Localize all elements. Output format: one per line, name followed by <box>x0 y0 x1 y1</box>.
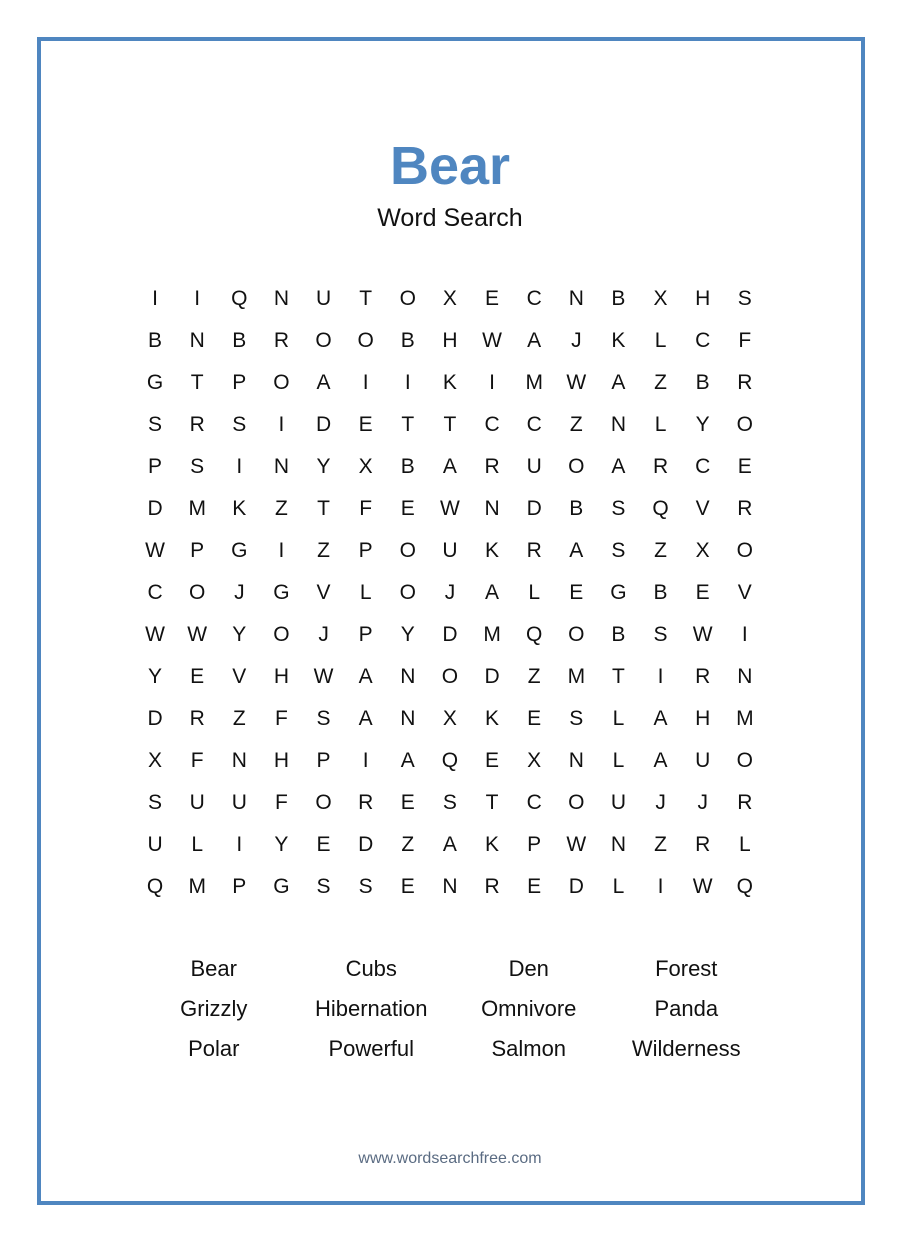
grid-cell: R <box>737 371 753 394</box>
grid-cell: R <box>737 497 753 520</box>
grid-row <box>134 866 766 908</box>
grid-cell: H <box>273 749 290 772</box>
grid-cell: O <box>399 581 416 604</box>
grid-cell: I <box>152 287 158 310</box>
grid-cell: O <box>399 539 416 562</box>
grid-cell: E <box>358 413 373 436</box>
grid-cell: C <box>147 581 163 604</box>
grid-cell: E <box>485 749 500 772</box>
word-list-item: Panda <box>654 996 719 1021</box>
grid-cell: N <box>610 413 627 436</box>
grid-cell: B <box>569 497 584 520</box>
grid-cell: A <box>358 665 373 688</box>
grid-cell: R <box>737 791 753 814</box>
grid-cell: Q <box>146 875 164 898</box>
grid-cell: N <box>568 287 584 310</box>
grid-cell: W <box>692 623 713 646</box>
grid-cell: Y <box>400 623 415 646</box>
grid-cell: E <box>400 875 415 898</box>
grid-cell: N <box>400 665 416 688</box>
grid-cell: A <box>442 455 457 478</box>
grid-row <box>134 362 766 404</box>
grid-cell: W <box>313 665 334 688</box>
grid-cell: M <box>483 623 501 646</box>
grid-cell: J <box>697 791 708 814</box>
grid-cell: B <box>400 455 415 478</box>
grid-cell: E <box>569 581 584 604</box>
grid-row <box>134 782 766 824</box>
grid-cell: E <box>400 497 415 520</box>
grid-cell: N <box>442 875 458 898</box>
grid-cell: E <box>316 833 331 856</box>
letter-grid <box>134 278 766 908</box>
word-list-item: Grizzly <box>180 996 248 1021</box>
grid-cell: O <box>568 623 585 646</box>
grid-cell: I <box>236 455 243 478</box>
grid-cell: W <box>187 623 208 646</box>
grid-cell: F <box>275 791 288 814</box>
grid-row <box>134 572 766 614</box>
footer-url: www.wordsearchfree.com <box>358 1150 542 1167</box>
grid-cell: R <box>273 329 290 352</box>
grid-cell: I <box>741 623 748 646</box>
grid-cell: A <box>569 539 584 562</box>
word-list-item: Polar <box>188 1036 240 1061</box>
grid-cell: R <box>484 875 500 898</box>
grid-cell: I <box>362 371 369 394</box>
grid-cell: Z <box>569 413 583 436</box>
grid-cell: J <box>318 623 329 646</box>
grid-cell: C <box>695 329 711 352</box>
grid-cell: D <box>568 875 584 898</box>
grid-cell: X <box>442 287 457 310</box>
grid-cell: U <box>526 455 542 478</box>
grid-cell: V <box>316 581 331 604</box>
grid-cell: W <box>566 833 587 856</box>
grid-cell: P <box>527 833 542 856</box>
grid-row <box>134 446 766 488</box>
grid-cell: H <box>442 329 458 352</box>
grid-cell: X <box>527 749 542 772</box>
grid-cell: L <box>612 875 625 898</box>
grid-cell: O <box>189 581 206 604</box>
grid-cell: F <box>275 707 288 730</box>
grid-cell: H <box>695 707 711 730</box>
word-list-item: Bear <box>190 956 237 981</box>
grid-cell: S <box>316 875 331 898</box>
grid-cell: H <box>695 287 711 310</box>
grid-cell: M <box>188 875 206 898</box>
grid-cell: G <box>273 581 290 604</box>
grid-cell: S <box>569 707 584 730</box>
grid-cell: O <box>399 287 416 310</box>
grid-cell: O <box>273 623 290 646</box>
grid-cell: S <box>148 413 163 436</box>
grid-cell: W <box>145 539 165 562</box>
word-list-item: Hibernation <box>314 996 428 1021</box>
grid-cell: E <box>190 665 205 688</box>
grid-cell: X <box>148 749 163 772</box>
grid-cell: W <box>440 497 460 520</box>
grid-cell: O <box>273 371 290 394</box>
grid-cell: C <box>526 287 542 310</box>
grid-cell: E <box>527 875 542 898</box>
grid-row <box>134 740 766 782</box>
grid-cell: D <box>484 665 500 688</box>
grid-cell: N <box>610 833 627 856</box>
grid-cell: R <box>484 455 500 478</box>
grid-cell: X <box>442 707 457 730</box>
grid-cell: L <box>191 833 204 856</box>
grid-cell: N <box>400 707 416 730</box>
word-list-item: Den <box>508 956 549 981</box>
grid-cell: K <box>485 707 500 730</box>
grid-cell: K <box>442 371 457 394</box>
grid-cell: S <box>232 413 247 436</box>
grid-cell: C <box>526 791 542 814</box>
grid-cell: R <box>695 665 711 688</box>
word-list-item: Powerful <box>328 1036 415 1061</box>
grid-cell: Z <box>401 833 415 856</box>
grid-cell: A <box>358 707 373 730</box>
grid-cell: P <box>148 455 163 478</box>
grid-cell: W <box>566 371 587 394</box>
grid-cell: J <box>655 791 666 814</box>
page-title: Bear <box>389 136 511 196</box>
grid-cell: J <box>444 581 456 604</box>
grid-cell: U <box>610 791 627 814</box>
grid-cell: U <box>147 833 163 856</box>
grid-cell: Q <box>652 497 669 520</box>
grid-row <box>134 320 766 362</box>
grid-cell: O <box>315 329 332 352</box>
grid-cell: G <box>610 581 627 604</box>
grid-cell: O <box>736 749 753 772</box>
grid-cell: T <box>190 371 204 394</box>
grid-cell: Y <box>232 623 247 646</box>
grid-cell: O <box>357 329 374 352</box>
grid-cell: Q <box>526 623 543 646</box>
grid-cell: Y <box>274 833 289 856</box>
grid-cell: B <box>695 371 710 394</box>
grid-cell: O <box>568 791 585 814</box>
grid-cell: I <box>489 371 495 394</box>
grid-cell: S <box>653 623 668 646</box>
grid-cell: A <box>653 749 668 772</box>
grid-cell: B <box>400 329 415 352</box>
grid-cell: I <box>278 539 285 562</box>
grid-cell: L <box>654 413 667 436</box>
grid-cell: T <box>359 287 373 310</box>
page-subtitle: Word Search <box>377 204 523 232</box>
grid-cell: Z <box>317 539 330 562</box>
grid-cell: R <box>526 539 542 562</box>
grid-cell: K <box>232 497 247 520</box>
grid-cell: M <box>525 371 543 394</box>
grid-cell: I <box>278 413 285 436</box>
grid-cell: Z <box>527 665 541 688</box>
word-list-item: Cubs <box>345 956 397 981</box>
grid-cell: W <box>692 875 713 898</box>
grid-cell: D <box>147 497 163 520</box>
grid-cell: M <box>188 497 206 520</box>
grid-cell: R <box>695 833 711 856</box>
grid-cell: Z <box>232 707 246 730</box>
grid-cell: T <box>401 413 415 436</box>
grid-cell: V <box>695 497 710 520</box>
grid-cell: L <box>654 329 667 352</box>
grid-cell: N <box>568 749 584 772</box>
grid-cell: S <box>316 707 331 730</box>
grid-cell: E <box>737 455 752 478</box>
grid-cell: K <box>485 833 500 856</box>
grid-cell: I <box>657 665 664 688</box>
grid-cell: B <box>232 329 247 352</box>
grid-row <box>134 530 766 572</box>
grid-cell: P <box>358 539 373 562</box>
grid-cell: I <box>194 287 201 310</box>
grid-row <box>134 824 766 866</box>
grid-cell: B <box>611 623 626 646</box>
grid-cell: N <box>273 455 290 478</box>
word-list-item: Salmon <box>491 1036 567 1061</box>
grid-cell: S <box>611 539 626 562</box>
grid-cell: F <box>359 497 373 520</box>
grid-cell: V <box>737 581 752 604</box>
grid-cell: V <box>232 665 247 688</box>
grid-cell: P <box>190 539 205 562</box>
grid-cell: X <box>358 455 373 478</box>
grid-cell: A <box>653 707 668 730</box>
grid-cell: J <box>571 329 582 352</box>
grid-cell: B <box>148 329 163 352</box>
grid-cell: D <box>442 623 458 646</box>
grid-cell: A <box>611 371 626 394</box>
grid-cell: U <box>695 749 711 772</box>
grid-cell: L <box>738 833 751 856</box>
grid-cell: I <box>362 749 369 772</box>
grid-cell: K <box>485 539 500 562</box>
grid-cell: Q <box>231 287 248 310</box>
grid-cell: U <box>189 791 205 814</box>
word-list <box>135 949 765 1069</box>
grid-cell: A <box>442 833 457 856</box>
grid-cell: D <box>526 497 542 520</box>
grid-cell: S <box>190 455 205 478</box>
grid-cell: E <box>695 581 710 604</box>
grid-cell: F <box>190 749 204 772</box>
grid-cell: A <box>316 371 331 394</box>
grid-cell: T <box>443 413 457 436</box>
grid-cell: P <box>232 875 247 898</box>
grid-cell: X <box>695 539 710 562</box>
word-list-item: Omnivore <box>481 996 577 1021</box>
grid-cell: O <box>315 791 332 814</box>
grid-cell: O <box>568 455 585 478</box>
grid-cell: P <box>316 749 331 772</box>
grid-cell: D <box>315 413 332 436</box>
grid-cell: G <box>146 371 164 394</box>
grid-cell: I <box>404 371 411 394</box>
grid-cell: T <box>485 791 499 814</box>
grid-cell: Z <box>275 497 288 520</box>
grid-cell: M <box>736 707 754 730</box>
grid-cell: P <box>358 623 373 646</box>
grid-cell: C <box>526 413 542 436</box>
grid-cell: S <box>358 875 373 898</box>
grid-cell: B <box>611 287 626 310</box>
grid-cell: R <box>189 707 205 730</box>
grid-cell: L <box>612 749 625 772</box>
grid-cell: I <box>236 833 243 856</box>
grid-cell: Y <box>695 413 710 436</box>
grid-cell: K <box>611 329 626 352</box>
grid-cell: Q <box>441 749 459 772</box>
grid-cell: F <box>738 329 752 352</box>
grid-cell: L <box>528 581 541 604</box>
grid-cell: W <box>145 623 165 646</box>
grid-cell: J <box>234 581 245 604</box>
grid-cell: E <box>400 791 415 814</box>
grid-row <box>134 278 766 320</box>
grid-cell: T <box>612 665 625 688</box>
grid-cell: U <box>231 791 247 814</box>
grid-cell: R <box>189 413 205 436</box>
grid-cell: S <box>148 791 163 814</box>
grid-cell: W <box>482 329 502 352</box>
grid-cell: A <box>527 329 542 352</box>
grid-cell: Z <box>654 371 667 394</box>
grid-cell: G <box>231 539 248 562</box>
grid-cell: M <box>567 665 586 688</box>
grid-cell: I <box>657 875 664 898</box>
grid-cell: H <box>273 665 290 688</box>
grid-cell: G <box>273 875 290 898</box>
grid-cell: O <box>441 665 459 688</box>
word-list-item: Wilderness <box>631 1036 741 1061</box>
grid-row <box>134 404 766 446</box>
grid-cell: N <box>189 329 205 352</box>
grid-row <box>134 698 766 740</box>
grid-cell: U <box>442 539 458 562</box>
grid-cell: C <box>695 455 711 478</box>
grid-cell: Y <box>148 665 163 688</box>
grid-row <box>134 488 766 530</box>
grid-cell: O <box>736 413 753 436</box>
grid-cell: A <box>485 581 500 604</box>
grid-cell: L <box>359 581 372 604</box>
grid-cell: N <box>484 497 500 520</box>
grid-cell: T <box>317 497 330 520</box>
grid-cell: S <box>442 791 457 814</box>
grid-cell: Z <box>654 539 667 562</box>
grid-cell: N <box>273 287 290 310</box>
grid-cell: S <box>737 287 752 310</box>
grid-cell: R <box>652 455 669 478</box>
grid-cell: N <box>737 665 753 688</box>
word-list-item: Forest <box>655 956 718 981</box>
grid-cell: E <box>485 287 500 310</box>
grid-row <box>134 614 766 656</box>
grid-cell: D <box>147 707 163 730</box>
grid-cell: Y <box>316 455 331 478</box>
grid-cell: A <box>400 749 415 772</box>
grid-cell: Z <box>654 833 667 856</box>
grid-cell: S <box>611 497 626 520</box>
grid-cell: R <box>358 791 374 814</box>
grid-cell: X <box>653 287 668 310</box>
grid-cell: Q <box>736 875 753 898</box>
grid-cell: B <box>653 581 668 604</box>
grid-row <box>134 656 766 698</box>
grid-cell: O <box>736 539 753 562</box>
grid-cell: C <box>484 413 500 436</box>
grid-cell: D <box>358 833 374 856</box>
grid-cell: N <box>231 749 247 772</box>
grid-cell: E <box>527 707 542 730</box>
grid-cell: A <box>611 455 626 478</box>
grid-cell: P <box>232 371 247 394</box>
grid-cell: U <box>315 287 332 310</box>
grid-cell: L <box>612 707 625 730</box>
